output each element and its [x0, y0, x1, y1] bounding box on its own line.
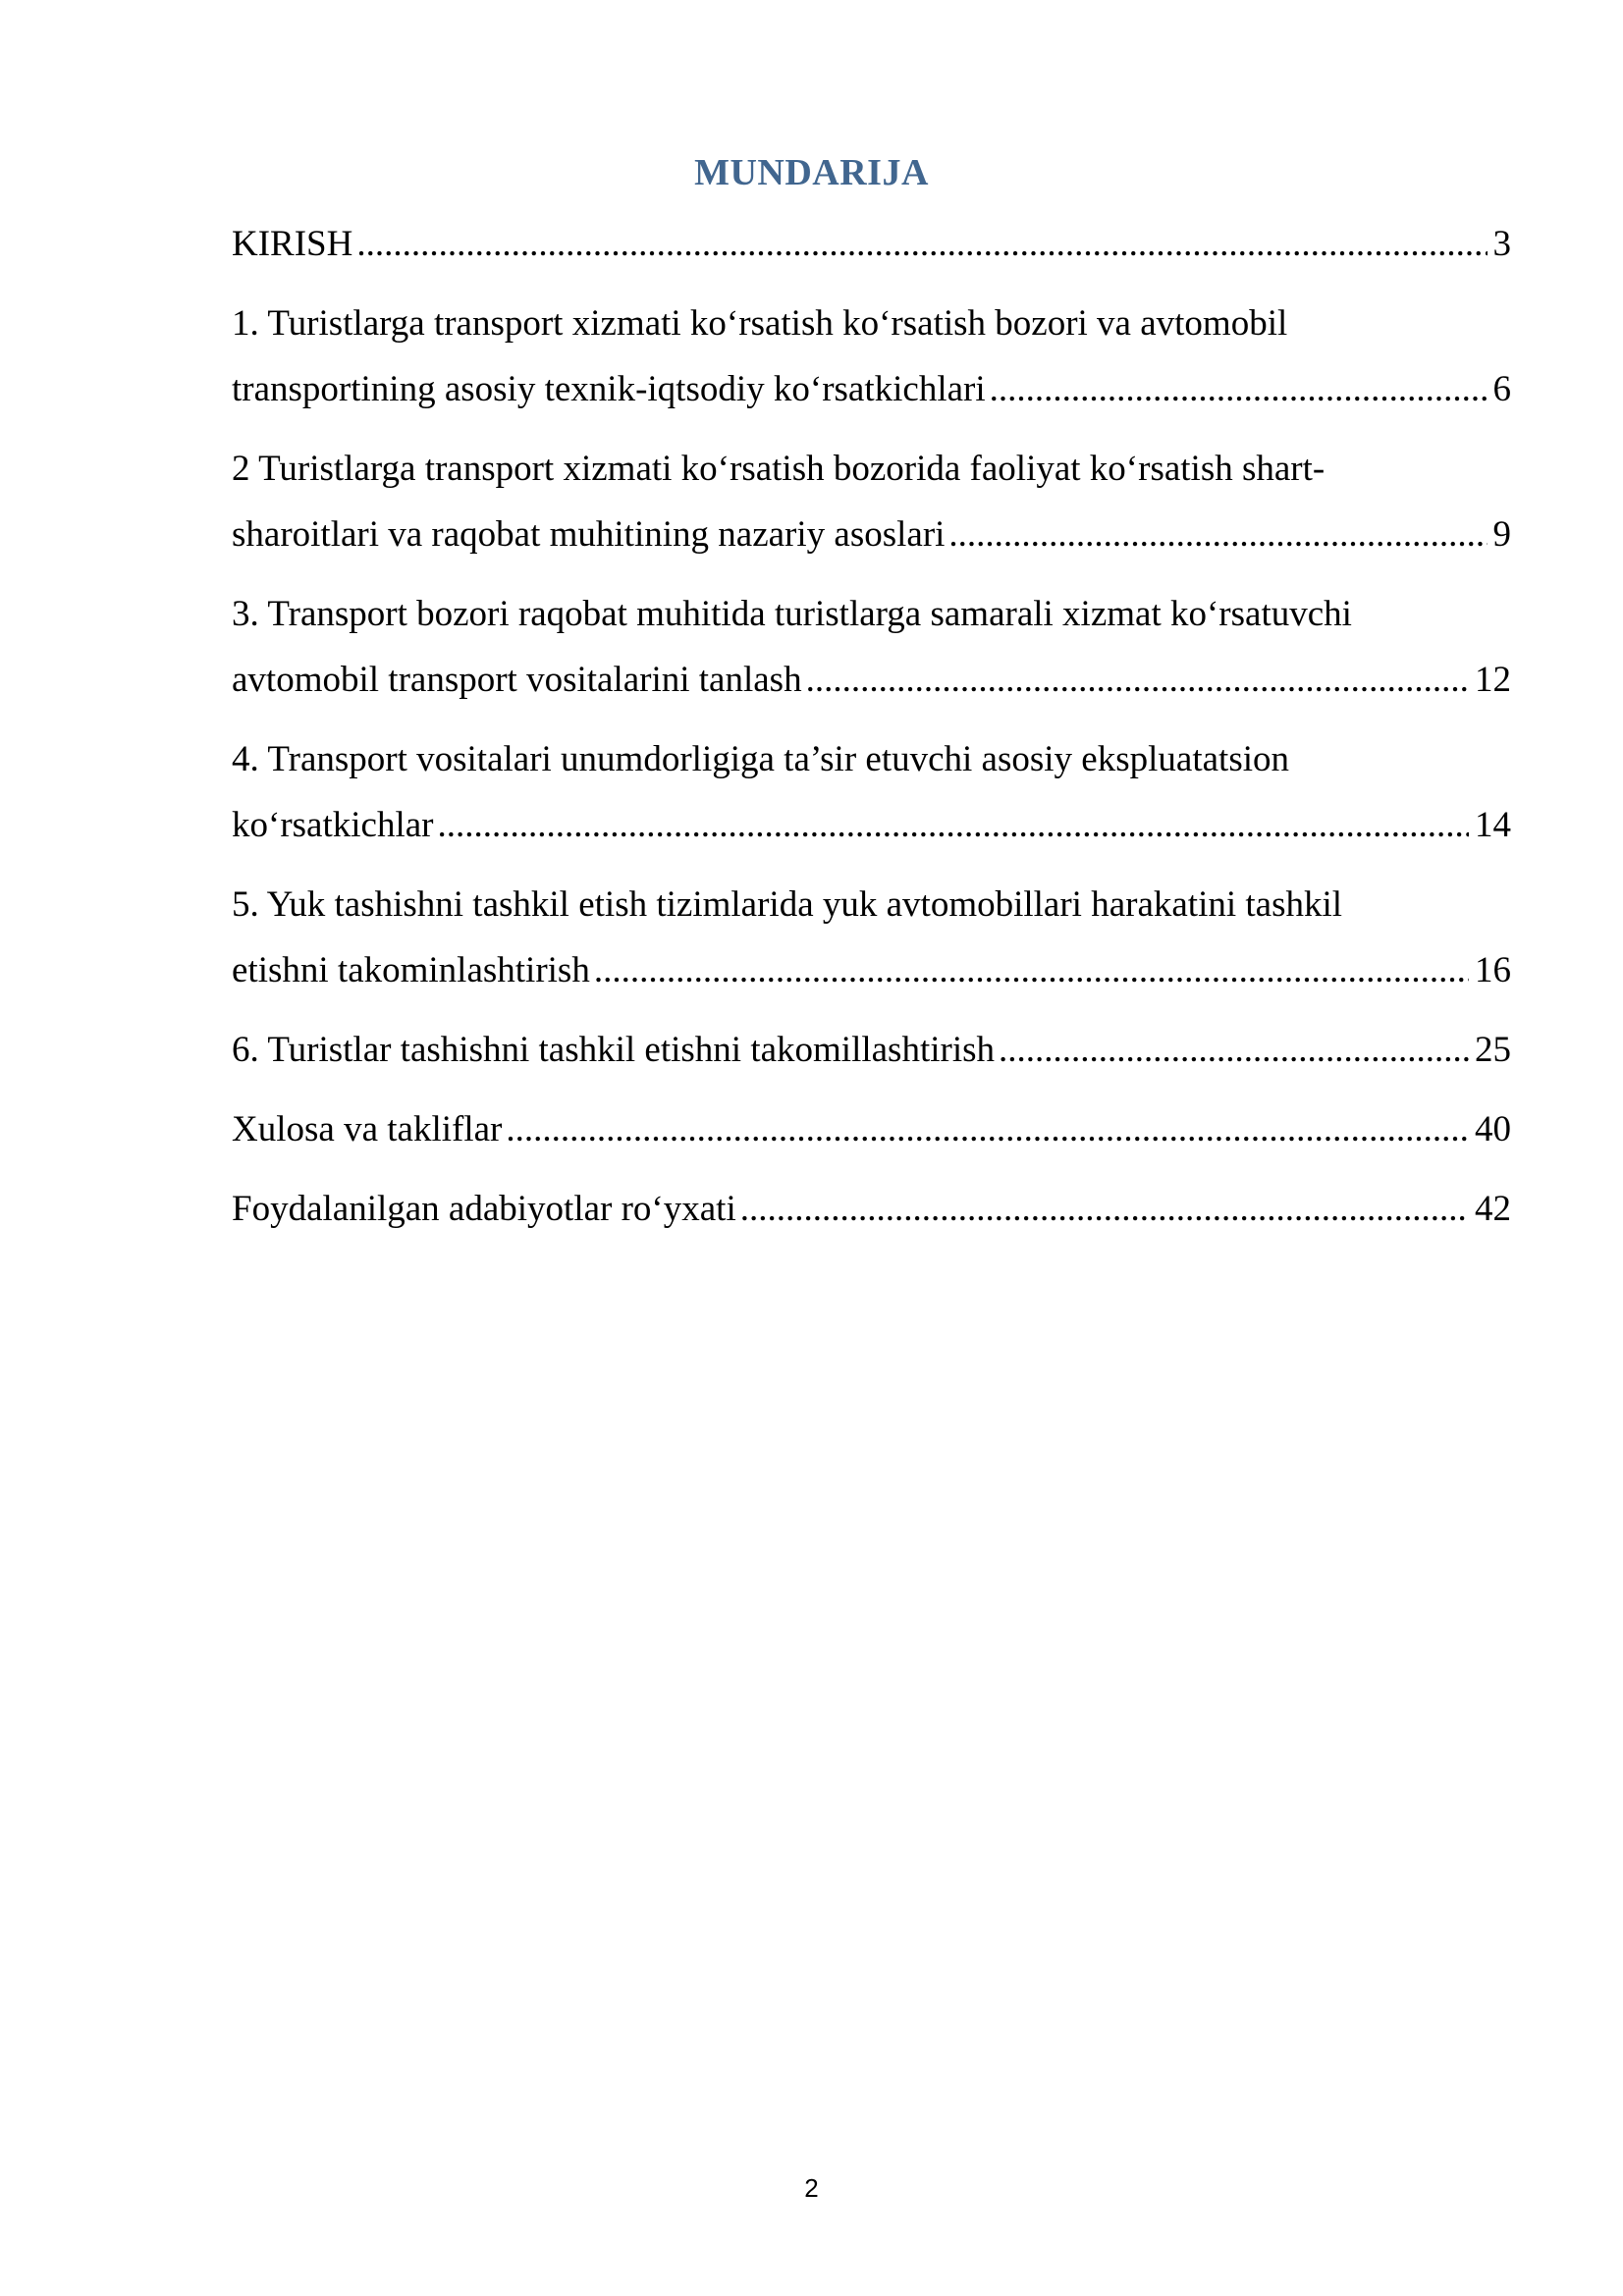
table-of-contents — [232, 211, 1511, 1255]
toc-entry-title: transportining asosiy texnik-iqtsodiy ko‘rsatkichlari — [232, 369, 986, 409]
toc-page-number: 42 — [1475, 1189, 1511, 1229]
toc-page-number: 12 — [1475, 660, 1511, 700]
toc-entry-final-line — [232, 647, 1511, 713]
dot-leader — [594, 937, 1469, 1003]
toc-entry[interactable] — [232, 872, 1511, 1003]
page-title: MUNDARIJA — [694, 152, 929, 193]
toc-entry-title-line: 5. Yuk tashishni tashkil etish tizimlarida yuk avtomobillari harakatini tashkil — [232, 884, 1343, 925]
toc-entry-final-line — [232, 1176, 1511, 1242]
dot-leader — [806, 647, 1469, 713]
toc-entry-title: ko‘rsatkichlar — [232, 805, 434, 845]
toc-entry-title: KIRISH — [232, 224, 353, 264]
toc-entry-title-line: 4. Transport vositalari unumdorligiga ta’sir etuvchi asosiy ekspluatatsion — [232, 739, 1289, 779]
dot-leader — [437, 792, 1469, 858]
toc-entry[interactable] — [232, 1017, 1511, 1083]
page-number: 2 — [804, 2173, 819, 2203]
toc-entry[interactable] — [232, 211, 1511, 277]
toc-page-number: 9 — [1492, 514, 1511, 555]
toc-entry-title: etishni takominlashtirish — [232, 950, 590, 990]
toc-entry-title: 6. Turistlar tashishni tashkil etishni takomillashtirish — [232, 1030, 996, 1070]
toc-entry-final-line — [232, 1017, 1511, 1083]
toc-page-number: 40 — [1475, 1109, 1511, 1149]
dot-leader — [506, 1096, 1469, 1162]
toc-entry-title: Foydalanilgan adabiyotlar ro‘yxati — [232, 1189, 736, 1229]
dot-leader — [999, 1017, 1469, 1083]
toc-page-number: 16 — [1475, 950, 1511, 990]
toc-page-number: 6 — [1492, 369, 1511, 409]
toc-entry-title-line: 3. Transport bozori raqobat muhitida turistlarga samarali xizmat ko‘rsatuvchi — [232, 594, 1352, 634]
toc-entry-final-line — [232, 211, 1511, 277]
toc-entry[interactable] — [232, 291, 1511, 422]
toc-entry[interactable] — [232, 1176, 1511, 1242]
dot-leader — [990, 356, 1488, 422]
toc-entry-title-line: 1. Turistlarga transport xizmati ko‘rsatish ko‘rsatish bozori va avtomobil — [232, 303, 1288, 344]
toc-entry-final-line — [232, 356, 1511, 422]
toc-entry-title: avtomobil transport vositalarini tanlash — [232, 660, 802, 700]
toc-entry-title-line: 2 Turistlarga transport xizmati ko‘rsatish bozorida faoliyat ko‘rsatish shart- — [232, 449, 1325, 489]
toc-entry-title: Xulosa va takliflar — [232, 1109, 503, 1149]
dot-leader — [356, 211, 1487, 277]
toc-entry[interactable] — [232, 726, 1511, 858]
toc-entry[interactable] — [232, 1096, 1511, 1162]
toc-entry-title: sharoitlari va raqobat muhitining nazariy asoslari — [232, 514, 946, 555]
toc-page-number: 14 — [1475, 805, 1511, 845]
toc-page-number: 25 — [1475, 1030, 1511, 1070]
toc-entry-final-line — [232, 502, 1511, 567]
toc-entry-final-line — [232, 792, 1511, 858]
dot-leader — [948, 502, 1487, 567]
toc-entry-final-line — [232, 1096, 1511, 1162]
dot-leader — [740, 1176, 1469, 1242]
toc-page-number: 3 — [1492, 224, 1511, 264]
toc-entry-final-line — [232, 937, 1511, 1003]
toc-entry[interactable] — [232, 581, 1511, 713]
toc-entry[interactable] — [232, 436, 1511, 567]
